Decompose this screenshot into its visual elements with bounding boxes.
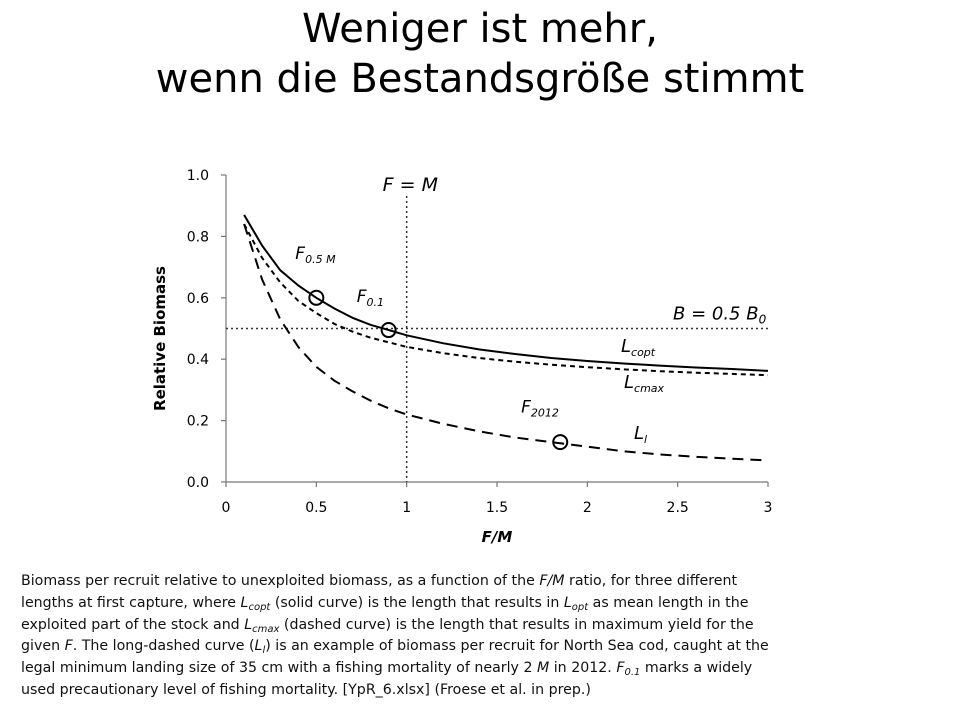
y-tick-label: 0.2 — [186, 413, 209, 430]
y-tick-label: 0.0 — [186, 475, 209, 491]
series-label-lcopt: $L_{copt}$ — [621, 336, 656, 359]
y-axis-title: Relative Biomass — [151, 266, 169, 411]
slide-title-line-1: Weniger ist mehr, — [302, 6, 658, 52]
reference-label-f-equals-m: F = M — [382, 174, 438, 196]
series-label-lcmax: $L_{cmax}$ — [624, 372, 665, 395]
caption-line-4: given F. The long-dashed curve $(L_l)$ is an example of biomass per recruit for North Sea cod, caught at the — [21, 638, 769, 657]
caption-line-2: lengths at first capture, where $L_{copt}$ (solid curve) is the length that results in $L_{opt}$ as mean length in the — [21, 594, 749, 613]
slide-title-line-2: wenn die Bestandsgröße stimmt — [155, 56, 805, 102]
y-tick-label: 0.4 — [186, 352, 209, 369]
caption-line-5: legal minimum landing size of 35 cm with a fishing mortality of nearly 2 M in 2012. $F_{0.1}$ marks a widely — [21, 660, 753, 679]
y-tick-label: 0.6 — [186, 290, 209, 307]
x-axis-title: F/M — [481, 528, 513, 546]
marker-label-f0-1: $F_{0.1}$ — [356, 287, 385, 310]
x-tick-label: 3 — [763, 500, 773, 516]
y-tick-label: 0.8 — [186, 229, 209, 246]
caption-line-3: exploited part of the stock and $L_{cmax}$ (dashed curve) is the length that results in maximum yield for the — [21, 616, 754, 635]
figure-caption — [21, 571, 936, 702]
caption-line-1: Biomass per recruit relative to unexploited biomass, as a function of the F/M ratio, for three different — [21, 573, 738, 589]
x-tick-label: 1.5 — [485, 500, 509, 516]
x-tick-label: 1 — [402, 500, 412, 516]
x-tick-label: 2.5 — [666, 500, 689, 516]
x-tick-label: 0.5 — [305, 500, 328, 516]
series-label-ll: $L_l$ — [634, 423, 648, 446]
y-tick-label: 1.0 — [186, 168, 209, 184]
x-tick-label: 0 — [221, 500, 231, 516]
reference-label-half-b0: B = 0.5 $B_0$ — [673, 303, 767, 327]
series-line-lcopt — [244, 215, 768, 371]
marker-label-f0-5-m: $F_{0.5 M}$ — [295, 244, 336, 267]
marker-label-f2012: $F_{2012}$ — [521, 397, 559, 420]
x-tick-label: 2 — [582, 500, 592, 516]
caption-line-6: used precautionary level of fishing mortality. [YpR_6.xlsx] (Froese et al. in prep.) — [21, 681, 591, 698]
